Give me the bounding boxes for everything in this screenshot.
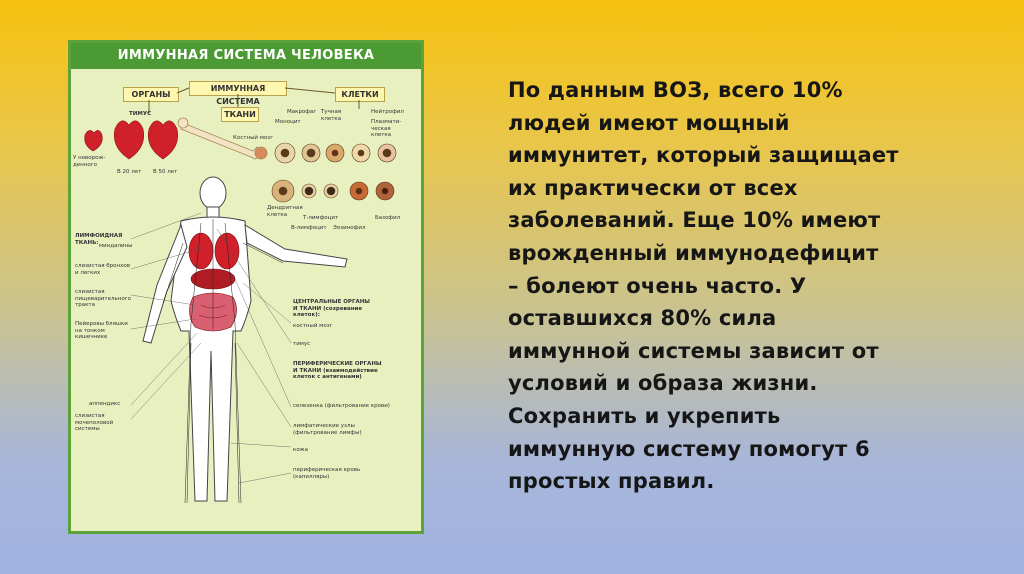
lymph-nodes-label: лимфатические узлы (фильтрование лимфы) <box>293 423 362 436</box>
central-organs-label: ЦЕНТРАЛЬНЫЕ ОРГАНЫ И ТКАНИ (созревание клеток): <box>293 299 371 318</box>
plasma-cell-label: Плазмати-ческая клетка <box>371 119 402 138</box>
slide-body-text <box>508 74 978 498</box>
text-line: заболеваний. Еще 10% имеют <box>508 208 881 233</box>
bone-marrow-right-label: костный мозг <box>293 323 333 329</box>
text-line: – болеют очень часто. У <box>508 273 807 298</box>
cell-icons <box>272 143 396 202</box>
text-line: оставшихся 80% сила <box>508 306 777 331</box>
text-line: иммунитет, который защищает <box>508 143 899 168</box>
basophil-label: Базофил <box>375 215 401 221</box>
monocyte-label: Моноцит <box>275 119 301 125</box>
immune-system-poster <box>68 40 424 534</box>
newborn-label: У новорож-денного <box>73 155 106 168</box>
lymphoid-tissue-label: ЛИМФОИДНАЯ ТКАНЬ: <box>75 233 123 246</box>
poster-title: ИММУННАЯ СИСТЕМА ЧЕЛОВЕКА <box>71 43 421 69</box>
thymus-organs <box>85 121 178 159</box>
digestive-mucosa-label: слизистая пищеварительного тракта <box>75 289 131 308</box>
age20-label: В 20 лет <box>117 169 142 175</box>
spleen-label: селезенка (фильтрование крови) <box>293 403 390 409</box>
mast-cell-label: Тучная клетка <box>321 109 342 122</box>
bone-marrow-label: Костный мозг <box>233 135 274 141</box>
poster-illustration <box>71 43 421 531</box>
tissues-box: ТКАНИ <box>221 107 259 122</box>
t-lymphocyte-label: Т-лимфоцит <box>303 215 339 221</box>
bronchi-mucosa-label: слизистая бронхов и легких <box>75 263 130 276</box>
text-line: людей имеют мощный <box>508 110 790 135</box>
b-lymphocyte-label: В-лимфоцит <box>291 225 327 231</box>
text-line: Сохранить и укрепить <box>508 403 781 428</box>
text-line: простых правил. <box>508 469 715 494</box>
eosinophil-label: Эозинофил <box>333 225 366 231</box>
thymus-label: ТИМУС <box>129 111 152 117</box>
text-line: По данным ВОЗ, всего 10% <box>508 78 843 102</box>
organs-box: ОРГАНЫ <box>123 87 179 102</box>
thymus-right-label: тимус <box>293 341 311 347</box>
macrophage-label: Макрофаг <box>287 109 317 115</box>
urogenital-mucosa-label: слизистая мочеполовой системы <box>75 413 114 432</box>
peyer-patches-label: Пейеровы бляшки на тонком кишечнике <box>75 321 128 340</box>
text-line: их практически от всех <box>508 175 798 200</box>
text-line: иммунную систему помогут 6 <box>508 436 870 461</box>
peripheral-blood-label: периферическая кровь (капилляры) <box>293 467 361 480</box>
text-line: врожденный иммунодефицит <box>508 240 879 265</box>
skin-label: кожа <box>293 447 309 453</box>
immune-system-box: ИММУННАЯ СИСТЕМА <box>189 81 287 96</box>
tonsils-label: миндалины <box>99 243 133 249</box>
cells-box: КЛЕТКИ <box>335 87 385 102</box>
text-line: иммунной системы зависит от <box>508 338 879 363</box>
peripheral-organs-label: ПЕРИФЕРИЧЕСКИЕ ОРГАНЫ И ТКАНИ (взаимодействие клеток с антигенами) <box>293 361 382 380</box>
appendix-label: аппендикс <box>89 401 121 407</box>
age50-label: В 50 лет <box>153 169 178 175</box>
text-line: условий и образа жизни. <box>508 371 818 396</box>
dendritic-cell-label: Дендритная клетка <box>267 205 303 218</box>
neutrophil-label: Нейтрофил <box>371 109 404 115</box>
